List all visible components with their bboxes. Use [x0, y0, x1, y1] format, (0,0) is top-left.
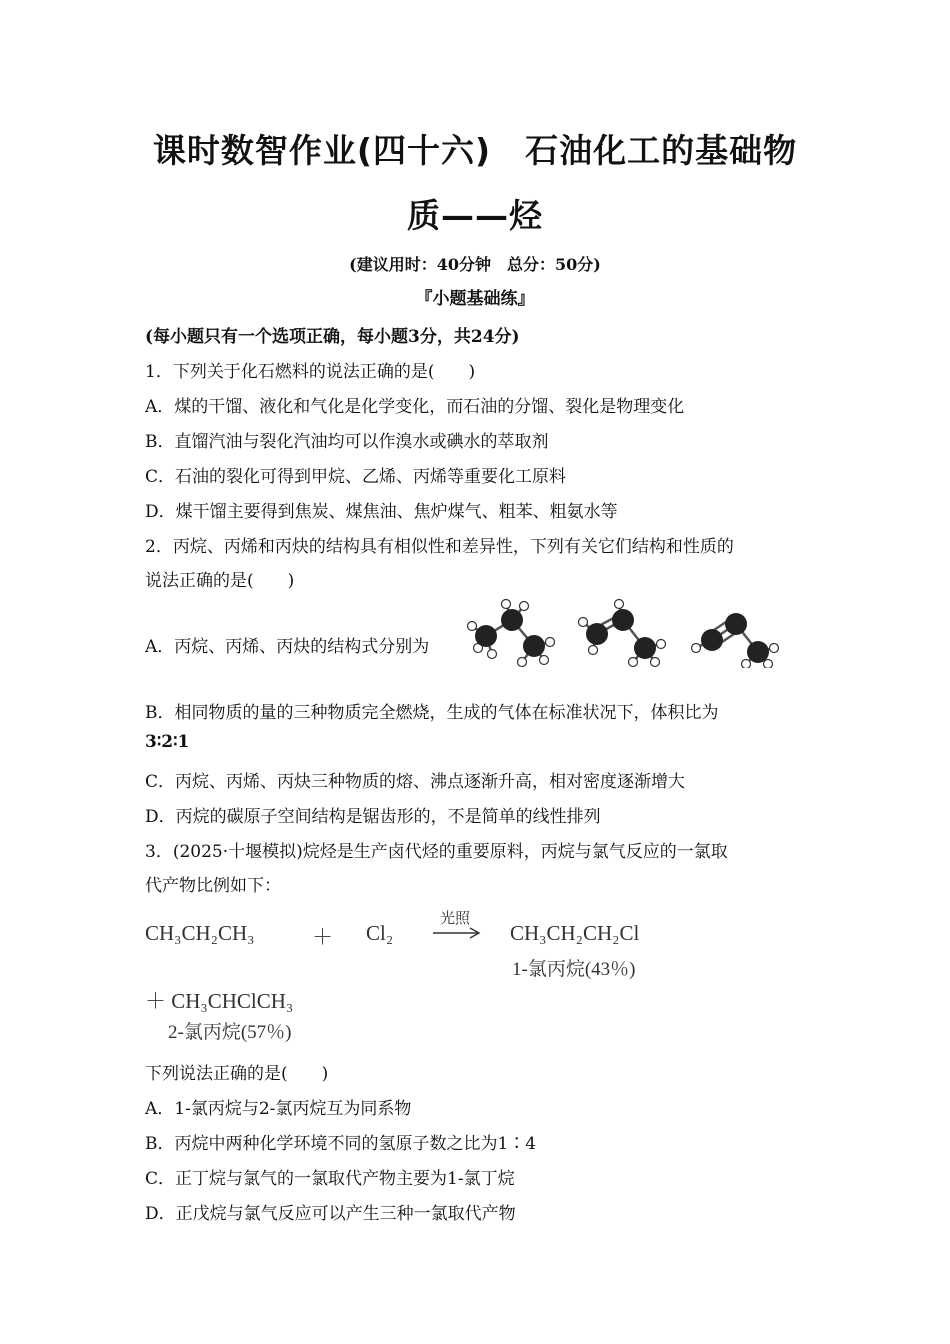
time-score-meta: (建议用时：40分钟 总分：50分) [349, 255, 601, 274]
q3-option-a: A．1-氯丙烷与2-氯丙烷互为同系物 [145, 1099, 412, 1119]
q3-option-b: B．丙烷中两种化学环境不同的氢原子数之比为1∶4 [145, 1134, 537, 1154]
q1-option-a: A．煤的干馏、液化和气化是化学变化，而石油的分馏、裂化是物理变化 [145, 397, 685, 417]
q2-option-d: D．丙烷的碳原子空间结构是锯齿形的，不是简单的线性排列 [145, 807, 601, 827]
page-title-line2: 质——烃 [407, 196, 543, 235]
plus-sign: ＋ [312, 925, 333, 949]
q3-option-d: D．正戊烷与氯气反应可以产生三种一氯取代产物 [145, 1204, 516, 1224]
propane-model-image [462, 596, 562, 668]
reactant-propane: CH₃CH₂CH₃ [145, 921, 255, 945]
reactant-chlorine: Cl₂ [366, 921, 394, 945]
q2-option-a: A．丙烷、丙烯、丙炔的结构式分别为 [145, 637, 430, 657]
q3-option-c: C．正丁烷与氯气的一氯取代产物主要为1-氯丁烷 [145, 1169, 515, 1189]
q1-option-d: D．煤干馏主要得到焦炭、煤焦油、焦炉煤气、粗苯、粗氨水等 [145, 502, 618, 522]
section-label: 『小题基础练』 [415, 289, 535, 309]
page-title-line1: 课时数智作业(四十六) 石油化工的基础物 [152, 131, 798, 170]
product-1-chloropropane: CH₃CH₂CH₂Cl [510, 921, 640, 945]
q2-option-b-line2: 3∶2∶1 [145, 732, 190, 752]
q2-option-c: C．丙烷、丙烯、丙炔三种物质的熔、沸点逐渐升高，相对密度逐渐增大 [145, 772, 686, 792]
q3-prompt: 下列说法正确的是( ) [145, 1064, 329, 1084]
q2-stem-line1: 2．丙烷、丙烯和丙炔的结构具有相似性和差异性，下列有关它们结构和性质的 [145, 537, 734, 557]
q1-option-b: B．直馏汽油与裂化汽油均可以作溴水或碘水的萃取剂 [145, 432, 549, 452]
product-1-name: 1-氯丙烷(43％) [512, 959, 636, 980]
q2-option-b-line1: B．相同物质的量的三种物质完全燃烧，生成的气体在标准状况下，体积比为 [145, 703, 719, 723]
q1-option-c: C．石油的裂化可得到甲烷、乙烯、丙烯等重要化工原料 [145, 467, 567, 487]
q3-stem-line1: 3．(2025·十堰模拟)烷烃是生产卤代烃的重要原料，丙烷与氯气反应的一氯取 [145, 842, 728, 862]
q2-stem-line2: 说法正确的是( ) [145, 571, 295, 591]
product-2-chloropropane: ＋ CH₃CHClCH₃ [145, 989, 294, 1013]
q3-stem-line2: 代产物比例如下： [145, 876, 281, 896]
propene-model-image [575, 596, 675, 668]
instructions: (每小题只有一个选项正确，每小题3分，共24分) [145, 327, 520, 347]
propyne-model-image [688, 596, 788, 668]
reaction-condition: 光照 [440, 911, 471, 927]
product-2-name: 2-氯丙烷(57％) [168, 1022, 292, 1043]
reaction-arrow-icon [432, 926, 482, 940]
q1-stem: 1．下列关于化石燃料的说法正确的是( ) [145, 362, 476, 382]
